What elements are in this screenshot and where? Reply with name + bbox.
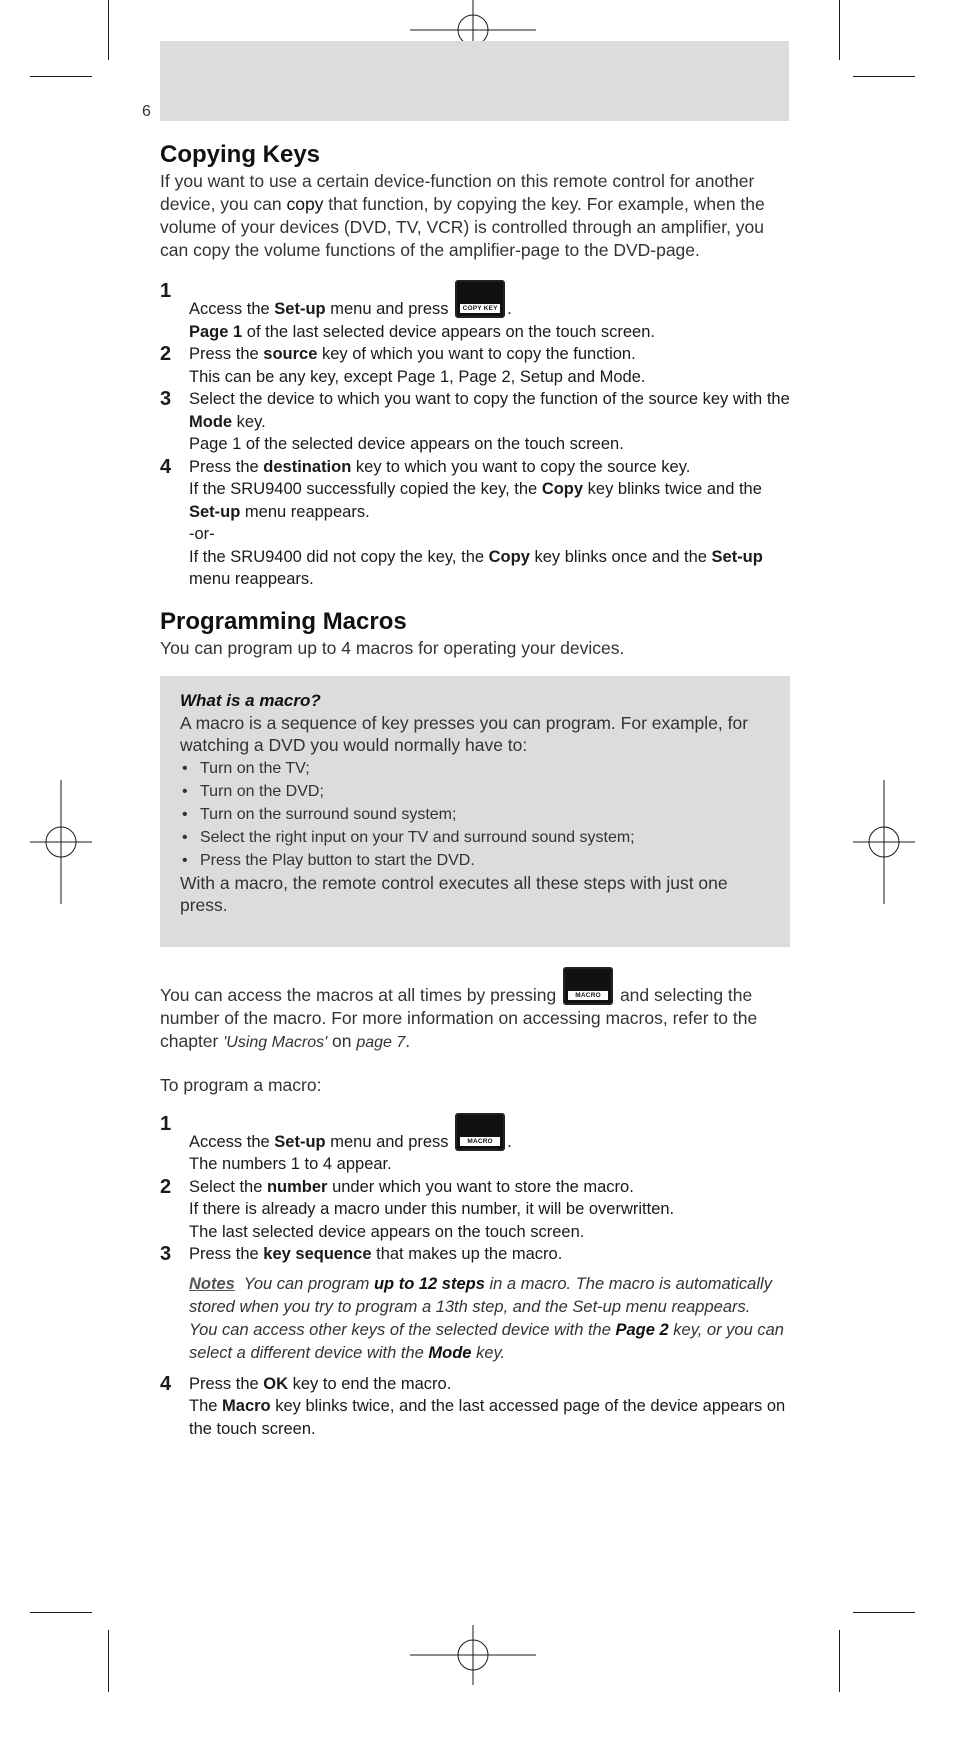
step-number: 2 [160, 1175, 172, 1198]
copying-steps [160, 280, 790, 591]
step-number: 3 [160, 1243, 172, 1265]
to-program-label: To program a macro: [160, 1074, 322, 1095]
macro-box-definition: A macro is a sequence of key presses you can program. For example, for watching a DVD you would normally have to: [180, 712, 749, 755]
step-number: 4 [160, 1372, 172, 1395]
macro-step-3: 3 Press the key sequence that makes up the macro. Notes You can program up to 12 steps in a macro. The macro is automatically stored when you try to program a 13th step, and the Set-up menu reappears. You can access other keys of the selected device with the Page 2 key, or you can select a different device with the Mode key. [160, 1243, 790, 1365]
crop-mark [30, 1612, 92, 1613]
crop-mark [108, 1630, 109, 1692]
macro-box-bullets [180, 757, 770, 872]
list-item: • Turn on the DVD; [180, 780, 770, 803]
step-number: 4 [160, 455, 172, 478]
section-title-programming-macros: Programming Macros [160, 607, 407, 635]
crop-mark [839, 0, 840, 60]
section-title-copying-keys: Copying Keys [160, 141, 321, 168]
list-item: • Press the Play button to start the DVD. [180, 849, 770, 872]
list-item: • Turn on the TV; [180, 757, 770, 780]
macro-box-question: What is a macro? [180, 690, 321, 710]
crop-mark [839, 1630, 840, 1692]
copying-step-3: 3 Select the device to which you want to copy the function of the source key with the Mode key. Page 1 of the selected device appears on the touch screen. [160, 388, 790, 453]
macro-key-button-icon: MACRO [563, 967, 613, 1005]
registration-mark [410, 1625, 536, 1685]
copying-step-1: 1 Access the Set-up menu and press COPY KEY . Page 1 of the last selected device appears on the touch screen. [160, 280, 655, 341]
crop-mark [108, 0, 109, 60]
copy-key-button-icon: COPY KEY [455, 280, 505, 318]
crop-mark [30, 76, 92, 77]
page-content [160, 140, 790, 1440]
copying-step-4: 4 Press the destination key to which you want to copy the source key. If the SRU9400 successfully copied the key, the Copy key blinks twice and the Set-up menu reappears. -or- If the SRU9400 did not copy the key, the Copy key blinks once and the Set-up menu reappears. [160, 455, 763, 588]
what-is-a-macro-box [160, 676, 790, 947]
macro-notes: Notes You can program up to 12 steps in a macro. The macro is automatically stored when you try to program a 13th step, and the Set-up menu reappears. You can access other keys of the selected device with the Page 2 key, or you can select a different device with the Mode key. [189, 1274, 784, 1362]
list-item: • Select the right input on your TV and surround sound system; [180, 826, 770, 849]
notes-label: Notes [189, 1274, 235, 1293]
step-number: 3 [160, 388, 172, 410]
registration-mark [30, 780, 92, 904]
macro-step-1: 1 Access the Set-up menu and press MACRO . The numbers 1 to 4 appear. [160, 1112, 512, 1173]
macros-access-paragraph: You can access the macros at all times by pressing MACRO and selecting the number of the macro. For more information on accessing macros, refer to the chapter 'Using Macros' on page 7. [160, 967, 790, 1054]
crop-mark [853, 1612, 915, 1613]
step-number: 1 [160, 280, 172, 302]
crop-mark [853, 76, 915, 77]
copying-step-2: 2 Press the source key of which you want to copy the function. This can be any key, except Page 1, Page 2, Setup and Mode. [160, 343, 646, 386]
macros-intro: You can program up to 4 macros for operating your devices. [160, 637, 625, 658]
step-number: 1 [160, 1112, 172, 1135]
macro-step-2: 2 Select the number under which you want to store the macro. If there is already a macro under this number, it will be overwritten. The last selected device appears on the touch screen. [160, 1175, 675, 1241]
page-number: 6 [142, 103, 151, 120]
macro-step-4: 4 Press the OK key to end the macro. The Macro key blinks twice, and the last accessed page of the device appears on the touch screen. [160, 1372, 786, 1438]
macro-key-button-icon: MACRO [455, 1113, 505, 1151]
registration-mark [853, 780, 915, 904]
list-item: • Turn on the surround sound system; [180, 803, 770, 826]
macro-steps [160, 1113, 790, 1441]
step-number: 2 [160, 343, 172, 365]
copying-intro: If you want to use a certain device-function on this remote control for another device, you can copy that function, by copying the key. For example, when the volume of your devices (DVD, TV, VCR) is controlled through an amplifier, you can copy the volume functions of the amplifier-page to the DVD-page. [160, 171, 765, 260]
macro-box-closing: With a macro, the remote control executes all these steps with just one press. [180, 872, 728, 915]
header-bar [160, 41, 789, 121]
